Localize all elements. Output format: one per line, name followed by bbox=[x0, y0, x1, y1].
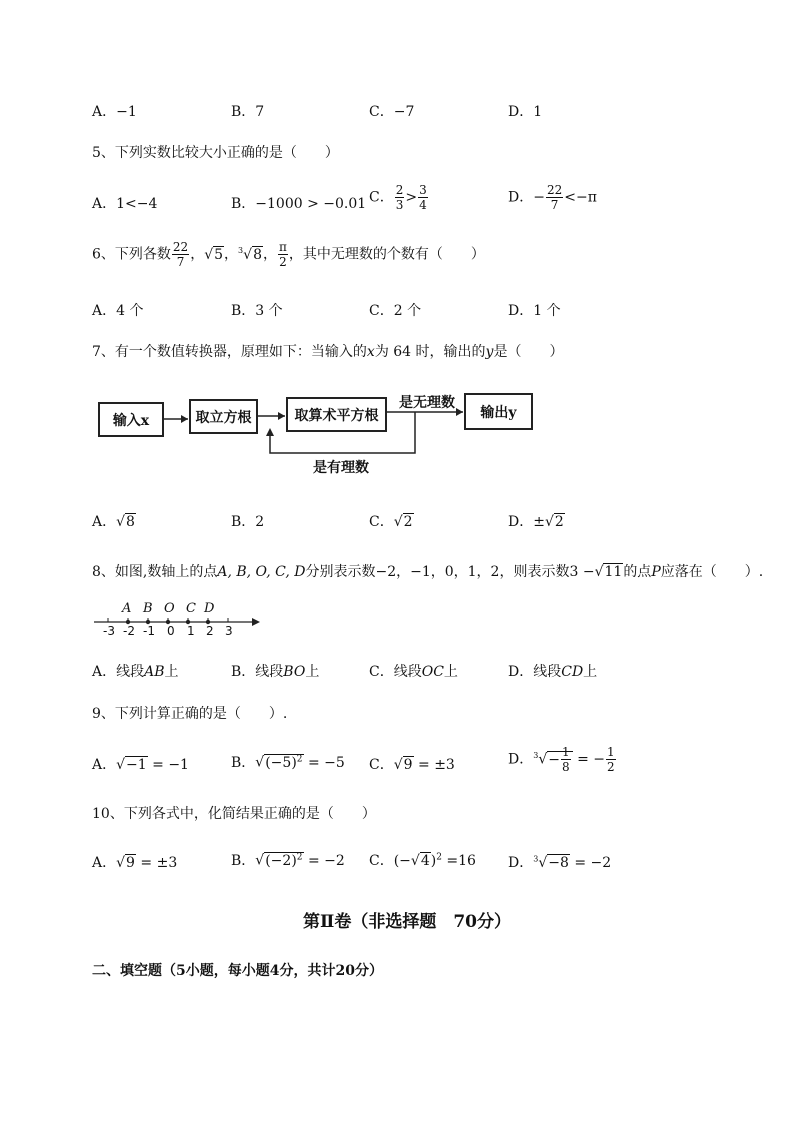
q7-option-d: D．±√2 bbox=[508, 514, 564, 530]
q10-option-d: D．$^3$√−8 = −2 bbox=[508, 854, 612, 871]
point-label-o: O bbox=[164, 601, 175, 616]
point-label-a: A bbox=[122, 601, 132, 616]
q5-option-a: A．1<−4 bbox=[92, 196, 158, 212]
point-label-b: B bbox=[143, 601, 153, 616]
q8-option-b: B．线段BO上 bbox=[231, 664, 320, 680]
q7-option-a: A．√8 bbox=[92, 514, 135, 530]
q8-option-a: A．线段AB上 bbox=[92, 664, 179, 680]
label-rational: 是有理数 bbox=[313, 460, 369, 476]
point-label-d: D bbox=[204, 601, 215, 616]
section-2-title: 第Ⅱ卷（非选择题 70分） bbox=[303, 912, 511, 932]
q5-stem: 5、下列实数比较大小正确的是（ ） bbox=[92, 145, 339, 161]
q9-option-c: C．√9 = ±3 bbox=[369, 757, 455, 773]
q4-option-c: C．−7 bbox=[369, 104, 415, 120]
tick-label-neg3: -3 bbox=[103, 624, 115, 638]
q9-option-a: A．√−1 = −1 bbox=[92, 757, 189, 773]
flow-box-cbrt: 取立方根 bbox=[189, 399, 258, 434]
tick-label-2: 2 bbox=[206, 624, 214, 638]
tick-label-neg2: -2 bbox=[123, 624, 135, 638]
q10-option-b: B．$√(-2)^2 = -2$ bbox=[231, 852, 345, 869]
q4-option-d: D．1 bbox=[508, 104, 543, 120]
flow-box-output: 输出y bbox=[464, 393, 533, 430]
q5-option-d: D．− $\frac{22}{7}$ <−π bbox=[508, 183, 597, 212]
flow-box-input: 输入x bbox=[98, 402, 164, 437]
q4-option-b: B．7 bbox=[231, 104, 265, 120]
q6-stem: 6、下列各数 $\frac{22}{7}$ ，√5，$^3$√8， $\frac{\pi}{2}$ ，其中无理数的个数有（ ） bbox=[92, 240, 485, 269]
q6-option-b: B．3 个 bbox=[231, 303, 283, 319]
q6-option-d: D．1 个 bbox=[508, 303, 561, 319]
tick-label-1: 1 bbox=[187, 624, 195, 638]
q8-stem: 8、如图,数轴上的点A, B, O, C, D分别表示数−2，−1，0，1，2，则表示数3 −√11的点P应落在（ ）. bbox=[92, 564, 764, 580]
q9-option-b: B．$√(-5)^2 = -5$ bbox=[231, 754, 345, 771]
axis-arrow bbox=[252, 618, 260, 626]
q7-option-b: B．2 bbox=[231, 514, 265, 530]
q10-option-c: C．$(-√4)^2 =16$ bbox=[369, 852, 476, 869]
label-irrational: 是无理数 bbox=[399, 395, 455, 411]
q8-option-c: C．线段OC上 bbox=[369, 664, 458, 680]
q9-stem: 9、下列计算正确的是（ ）. bbox=[92, 706, 288, 722]
tick-label-3: 3 bbox=[225, 624, 233, 638]
tick-label-neg1: -1 bbox=[143, 624, 155, 638]
flow-box-sqrt: 取算术平方根 bbox=[286, 397, 387, 432]
q8-option-d: D．线段CD上 bbox=[508, 664, 598, 680]
tick-label-0: 0 bbox=[167, 624, 175, 638]
q4-option-a: A．−1 bbox=[92, 104, 137, 120]
section-2-subtitle: 二、填空题（5小题，每小题4分，共计20分） bbox=[92, 963, 383, 979]
q10-option-a: A．√9 = ±3 bbox=[92, 855, 178, 871]
q10-stem: 10、下列各式中，化简结果正确的是（ ） bbox=[92, 806, 376, 822]
q6-option-a: A．4 个 bbox=[92, 303, 144, 319]
q7-option-c: C．√2 bbox=[369, 514, 413, 530]
q5-option-c: C． $\frac{2}{3}$ > $\frac{3}{4}$ bbox=[369, 183, 427, 212]
q9-option-d: D．$^3$√− $\frac{1}{8}$ = − $\frac{1}{2}$ bbox=[508, 745, 615, 774]
point-label-c: C bbox=[186, 601, 196, 616]
q6-option-c: C．2 个 bbox=[369, 303, 422, 319]
q5-option-b: B．−1000 > −0.01 bbox=[231, 196, 367, 212]
q7-stem: 7、有一个数值转换器，原理如下：当输入的x为 64 时，输出的y是（ ） bbox=[92, 344, 564, 360]
